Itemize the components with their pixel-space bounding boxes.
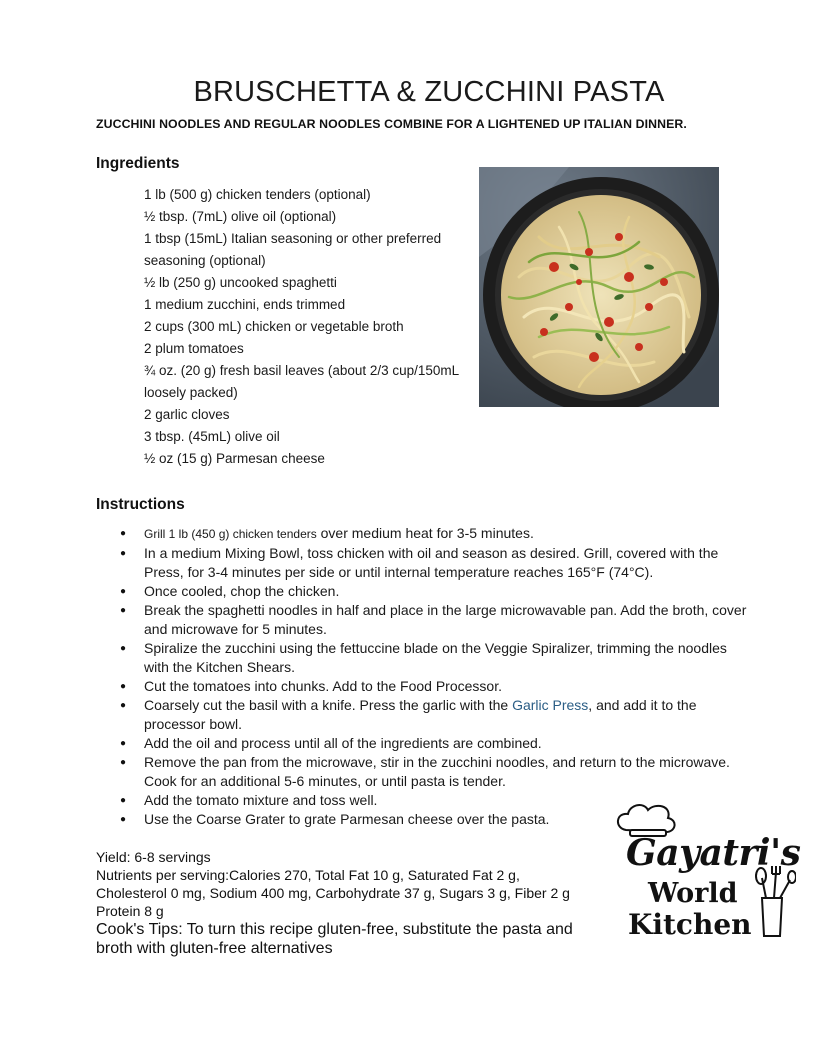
ingredient-item: 2 plum tomatoes — [144, 341, 244, 356]
logo-text-line3: Kitchen — [628, 908, 752, 941]
instruction-step: ● Add the tomato mixture and toss well. — [144, 791, 754, 810]
instruction-step: ● Once cooled, chop the chicken. — [144, 582, 754, 601]
garlic-press-link[interactable]: Garlic Press — [512, 697, 589, 713]
nutrition-text: Nutrients per serving:Calories 270, Total Fat 10 g, Saturated Fat 2 g, Cholesterol 0 mg, Sodium 400 mg, Carbohydrate 37 g, Sugars 3 g, Fiber 2 g Protein 8 g — [96, 867, 570, 919]
logo-text-line1: Gayatri's — [626, 832, 801, 874]
utensils-jar-icon — [756, 866, 796, 936]
ingredients-heading: Ingredients — [96, 155, 180, 172]
pasta-pan-image — [479, 167, 719, 407]
cooks-tips-text: Cook's Tips: To turn this recipe gluten-free, substitute the pasta and broth with gluten-free alternatives — [96, 921, 573, 957]
step-text: Grill 1 lb (450 g) chicken tenders — [144, 527, 317, 541]
ingredients-list — [144, 184, 464, 470]
step-text: over medium heat for 3-5 minutes. — [316, 525, 534, 541]
step-text: , and add it to the processor bowl. — [144, 697, 697, 732]
yield-text: Yield: 6-8 servings — [96, 849, 211, 865]
instruction-step: ● In a medium Mixing Bowl, toss chicken with oil and season as desired. Grill, covered with the Press, for 3-4 minutes per side or until internal temperature reaches 165°F (74°C). — [144, 544, 754, 582]
ingredient-item: 2 cups (300 mL) chicken or vegetable broth — [144, 319, 404, 334]
ingredient-item: 3 tbsp. (45mL) olive oil — [144, 429, 280, 444]
logo-text-line2: World — [648, 878, 738, 909]
instruction-step: ● Spiralize the zucchini using the fettuccine blade on the Veggie Spiralizer, trimming the noodles with the Kitchen Shears. — [144, 639, 754, 677]
recipe-subtitle: ZUCCHINI NOODLES AND REGULAR NOODLES COMBINE FOR A LIGHTENED UP ITALIAN DINNER. — [96, 117, 687, 131]
instruction-step: ● Add the oil and process until all of the ingredients are combined. — [144, 734, 754, 753]
ingredient-item: 1 tbsp (15mL) Italian seasoning or other preferred seasoning (optional) — [144, 231, 442, 268]
recipe-title: BRUSCHETTA & ZUCCHINI PASTA — [193, 76, 665, 108]
ingredient-item: ½ lb (250 g) uncooked spaghetti — [144, 275, 337, 290]
ingredient-item: 1 medium zucchini, ends trimmed — [144, 297, 346, 312]
gayatris-world-kitchen-logo — [612, 800, 801, 950]
ingredient-item: 1 lb (500 g) chicken tenders (optional) — [144, 187, 371, 202]
instruction-step — [144, 524, 754, 544]
step-text: Coarsely cut the basil with a knife. Press the garlic with the — [144, 697, 513, 713]
instructions-heading: Instructions — [96, 496, 185, 513]
instruction-step: ● Use the Coarse Grater to grate Parmesan cheese over the pasta. — [144, 810, 754, 829]
ingredient-item: 2 garlic cloves — [144, 407, 230, 422]
ingredient-item: ½ tbsp. (7mL) olive oil (optional) — [144, 209, 337, 224]
instructions-list — [144, 524, 754, 829]
instruction-step: ● Remove the pan from the microwave, stir in the zucchini noodles, and return to the microwave. Cook for an additional 5-6 minutes, or until pasta is tender. — [144, 753, 754, 791]
instruction-step: ● Cut the tomatoes into chunks. Add to the Food Processor. — [144, 677, 754, 696]
instruction-step — [144, 696, 754, 734]
instruction-step: ● Break the spaghetti noodles in half and place in the large microwavable pan. Add the broth, cover and microwave for 5 minutes. — [144, 601, 754, 639]
ingredient-item: ½ oz (15 g) Parmesan cheese — [144, 451, 325, 466]
ingredient-item: ¾ oz. (20 g) fresh basil leaves (about 2/3 cup/150mL loosely packed) — [144, 363, 459, 400]
pasta-photo — [479, 167, 719, 407]
